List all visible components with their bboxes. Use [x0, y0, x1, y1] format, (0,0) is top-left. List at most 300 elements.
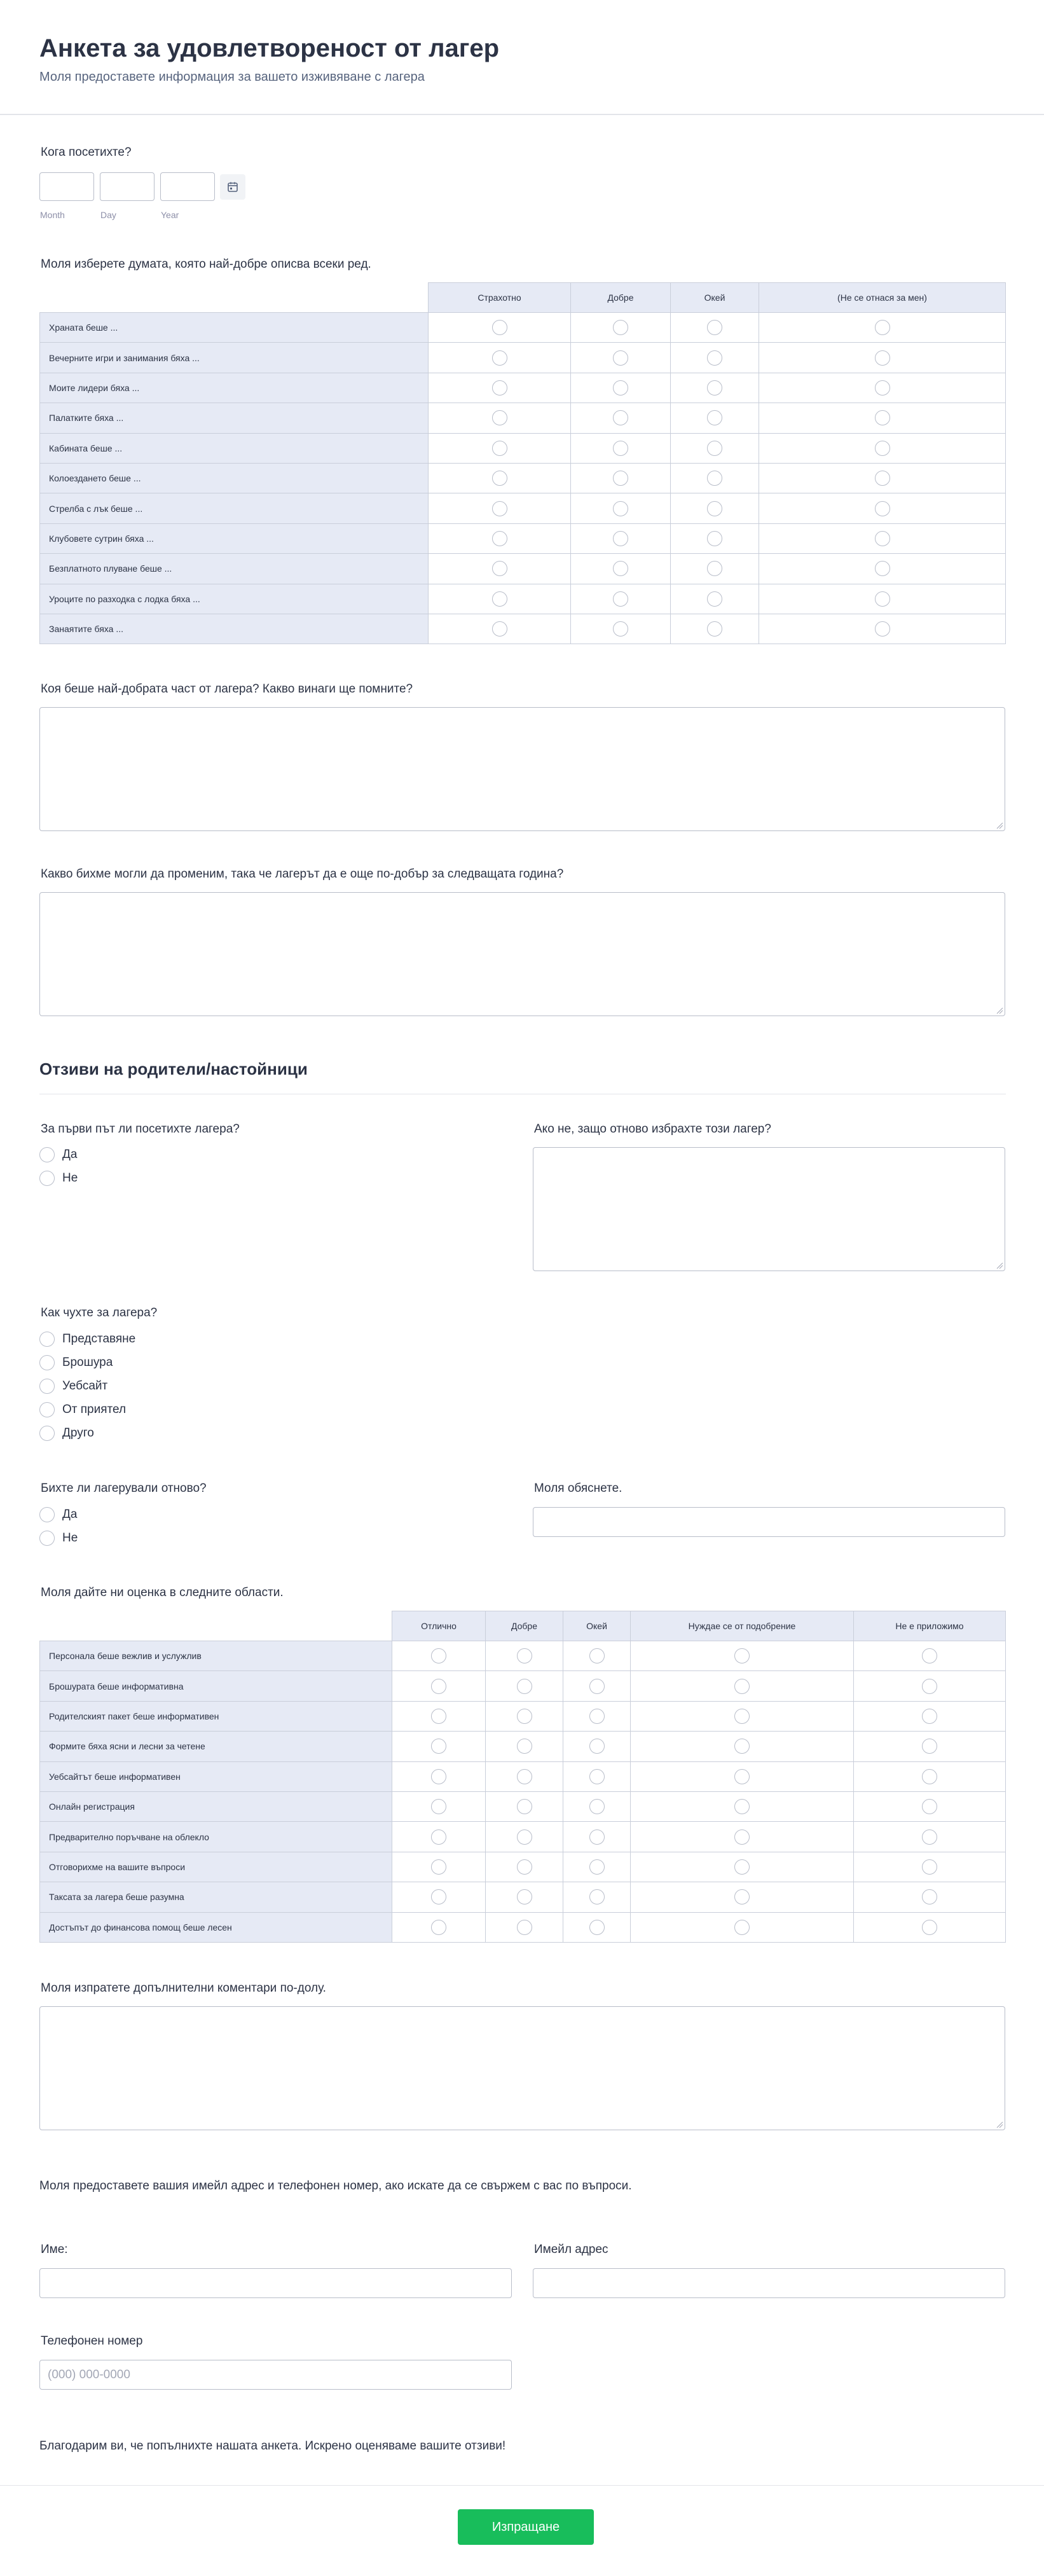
- matrix-cell[interactable]: [854, 1822, 1006, 1852]
- camp-again-option-yes[interactable]: [39, 1507, 77, 1522]
- parents-section-title: Отзиви на родители/настойници: [39, 1059, 308, 1078]
- matrix-cell[interactable]: [671, 523, 759, 553]
- matrix-cell[interactable]: [759, 554, 1006, 584]
- matrix-cell[interactable]: [854, 1732, 1006, 1761]
- matrix-cell[interactable]: [429, 343, 571, 373]
- radio-button[interactable]: [431, 1739, 446, 1754]
- matrix-column-header: Добре: [571, 283, 671, 313]
- matrix-cell[interactable]: [854, 1761, 1006, 1791]
- radio-button[interactable]: [613, 621, 628, 637]
- radio-button[interactable]: [875, 561, 890, 576]
- matrix-cell[interactable]: [392, 1701, 486, 1731]
- matrix-cell[interactable]: [392, 1761, 486, 1791]
- first-time-label: За първи път ли посетихте лагера?: [41, 1122, 240, 1136]
- matrix-row: [40, 373, 1006, 403]
- matrix-cell[interactable]: [759, 614, 1006, 644]
- radio-button[interactable]: [517, 1859, 532, 1875]
- matrix-cell[interactable]: [429, 463, 571, 493]
- radio-button[interactable]: [734, 1769, 750, 1784]
- matrix-cell[interactable]: [486, 1671, 563, 1701]
- matrix-cell[interactable]: [392, 1912, 486, 1942]
- radio-button[interactable]: [734, 1920, 750, 1935]
- radio-button[interactable]: [517, 1799, 532, 1814]
- matrix-cell[interactable]: [429, 554, 571, 584]
- heard-label: Как чухте за лагера?: [41, 1306, 158, 1319]
- matrix-cell[interactable]: [631, 1641, 854, 1671]
- matrix-cell[interactable]: [392, 1822, 486, 1852]
- option-label: Друго: [62, 1426, 94, 1440]
- radio-button[interactable]: [707, 471, 722, 486]
- radio-button[interactable]: [922, 1769, 937, 1784]
- matrix-row-label: Вечерните игри и занимания бяха ...: [40, 343, 429, 373]
- radio-button[interactable]: [922, 1859, 937, 1875]
- radio-button[interactable]: [517, 1889, 532, 1904]
- matrix-cell[interactable]: [671, 554, 759, 584]
- radio-button[interactable]: [613, 380, 628, 396]
- radio-button[interactable]: [875, 621, 890, 637]
- radio-button[interactable]: [589, 1679, 605, 1694]
- matrix-cell[interactable]: [854, 1882, 1006, 1912]
- matrix-row-label: Достъпът до финансова помощ беше лесен: [40, 1912, 392, 1942]
- radio-button[interactable]: [875, 471, 890, 486]
- matrix-cell[interactable]: [486, 1822, 563, 1852]
- radio-button[interactable]: [492, 350, 507, 366]
- matrix-row-label: Формите бяха ясни и лесни за четене: [40, 1732, 392, 1761]
- matrix-cell[interactable]: [571, 313, 671, 343]
- radio-button[interactable]: [707, 531, 722, 546]
- matrix-cell[interactable]: [854, 1791, 1006, 1821]
- radio-button[interactable]: [734, 1889, 750, 1904]
- matrix-row-label: Таксата за лагера беше разумна: [40, 1882, 392, 1912]
- matrix-cell[interactable]: [671, 403, 759, 433]
- radio-button[interactable]: [707, 380, 722, 396]
- matrix-cell[interactable]: [759, 433, 1006, 463]
- radio-button[interactable]: [39, 1426, 55, 1441]
- footer-divider: [0, 2485, 1044, 2486]
- matrix-row: [40, 1732, 1006, 1761]
- radio-button[interactable]: [613, 591, 628, 607]
- option-label: Не: [62, 1171, 78, 1185]
- matrix-cell[interactable]: [571, 403, 671, 433]
- radio-button[interactable]: [922, 1920, 937, 1935]
- visit-date-label: Кога посетихте?: [41, 146, 132, 159]
- explain-input[interactable]: [533, 1507, 1005, 1537]
- matrix-row-label: Храната беше ...: [40, 313, 429, 343]
- radio-button[interactable]: [613, 471, 628, 486]
- matrix-row: [40, 1882, 1006, 1912]
- matrix-cell[interactable]: [563, 1671, 631, 1701]
- first-time-option-no[interactable]: [39, 1171, 78, 1186]
- resize-grip-icon[interactable]: [996, 2121, 1003, 2128]
- matrix-column-header: (Не се отнася за мен): [759, 283, 1006, 313]
- radio-button[interactable]: [39, 1332, 55, 1347]
- matrix-cell[interactable]: [486, 1912, 563, 1942]
- radio-button[interactable]: [875, 591, 890, 607]
- matrix-cell[interactable]: [671, 493, 759, 523]
- matrix-cell[interactable]: [631, 1822, 854, 1852]
- matrix-cell[interactable]: [429, 403, 571, 433]
- matrix-cell[interactable]: [759, 313, 1006, 343]
- matrix-cell[interactable]: [571, 554, 671, 584]
- matrix-cell[interactable]: [759, 493, 1006, 523]
- matrix-column-header: Не е приложимо: [854, 1611, 1006, 1641]
- heard-option-website[interactable]: [39, 1379, 107, 1394]
- email-label: Имейл адрес: [534, 2243, 608, 2256]
- matrix-cell[interactable]: [486, 1732, 563, 1761]
- heard-option-presentation[interactable]: [39, 1332, 135, 1347]
- radio-button[interactable]: [707, 350, 722, 366]
- resize-grip-icon[interactable]: [996, 822, 1003, 829]
- explain-label: Моля обяснете.: [534, 1482, 622, 1495]
- matrix-cell[interactable]: [854, 1701, 1006, 1731]
- matrix-row-label: Моите лидери бяха ...: [40, 373, 429, 403]
- matrix-cell[interactable]: [563, 1732, 631, 1761]
- radio-button[interactable]: [589, 1769, 605, 1784]
- heard-option-other[interactable]: [39, 1426, 94, 1441]
- matrix-cell[interactable]: [631, 1912, 854, 1942]
- matrix-cell[interactable]: [571, 433, 671, 463]
- matrix-cell[interactable]: [759, 463, 1006, 493]
- option-label: Брошура: [62, 1356, 113, 1369]
- radio-button[interactable]: [707, 621, 722, 637]
- radio-button[interactable]: [492, 380, 507, 396]
- radio-button[interactable]: [613, 501, 628, 516]
- matrix-cell[interactable]: [671, 343, 759, 373]
- matrix-row-label: Отговорихме на вашите въпроси: [40, 1852, 392, 1882]
- first-time-option-yes[interactable]: [39, 1147, 77, 1162]
- matrix-cell[interactable]: [429, 373, 571, 403]
- option-label: Да: [62, 1508, 78, 1521]
- matrix-cell[interactable]: [392, 1791, 486, 1821]
- resize-grip-icon[interactable]: [996, 1007, 1003, 1014]
- radio-button[interactable]: [734, 1739, 750, 1754]
- year-input[interactable]: [160, 172, 215, 201]
- best-part-textarea[interactable]: [39, 707, 1005, 831]
- matrix-row-label: Родителският пакет беше информативен: [40, 1701, 392, 1731]
- month-input[interactable]: [39, 172, 94, 201]
- radio-button[interactable]: [492, 471, 507, 486]
- matrix-cell[interactable]: [631, 1761, 854, 1791]
- radio-button[interactable]: [734, 1829, 750, 1845]
- radio-button[interactable]: [707, 561, 722, 576]
- matrix-corner: [40, 283, 429, 313]
- radio-button[interactable]: [922, 1829, 937, 1845]
- matrix-row: [40, 584, 1006, 614]
- matrix-column-header: Окей: [671, 283, 759, 313]
- radio-button[interactable]: [589, 1709, 605, 1724]
- calendar-icon[interactable]: [220, 174, 245, 200]
- matrix-row: [40, 493, 1006, 523]
- option-label: Уебсайт: [62, 1379, 108, 1393]
- radio-button[interactable]: [613, 441, 628, 456]
- radio-button[interactable]: [589, 1829, 605, 1845]
- thanks-note: Благодарим ви, че попълнихте нашата анкета. Искрено оценяваме вашите отзиви!: [39, 2439, 506, 2453]
- matrix-cell[interactable]: [429, 584, 571, 614]
- radio-button[interactable]: [492, 531, 507, 546]
- radio-button[interactable]: [39, 1531, 55, 1546]
- matrix-cell[interactable]: [571, 523, 671, 553]
- matrix-cell[interactable]: [571, 493, 671, 523]
- radio-button[interactable]: [613, 350, 628, 366]
- matrix-cell[interactable]: [429, 614, 571, 644]
- radio-button[interactable]: [431, 1679, 446, 1694]
- radio-button[interactable]: [875, 501, 890, 516]
- day-sublabel: Day: [100, 210, 116, 220]
- improve-textarea[interactable]: [39, 892, 1005, 1016]
- radio-button[interactable]: [613, 531, 628, 546]
- matrix-row: [40, 614, 1006, 644]
- camp-again-label: Бихте ли лагерували отново?: [41, 1482, 207, 1495]
- radio-button[interactable]: [589, 1920, 605, 1935]
- radio-button[interactable]: [39, 1402, 55, 1417]
- form-title: Анкета за удовлетвореност от лагер: [39, 34, 500, 62]
- radio-button[interactable]: [922, 1799, 937, 1814]
- radio-button[interactable]: [589, 1648, 605, 1663]
- radio-button[interactable]: [39, 1379, 55, 1394]
- matrix-cell[interactable]: [759, 373, 1006, 403]
- radio-button[interactable]: [517, 1739, 532, 1754]
- radio-button[interactable]: [431, 1769, 446, 1784]
- radio-button[interactable]: [517, 1829, 532, 1845]
- radio-button[interactable]: [517, 1769, 532, 1784]
- matrix-cell[interactable]: [759, 584, 1006, 614]
- heard-option-friend[interactable]: [39, 1402, 126, 1417]
- radio-button[interactable]: [875, 320, 890, 335]
- submit-button[interactable]: Изпращане: [458, 2509, 594, 2545]
- matrix-cell[interactable]: [631, 1732, 854, 1761]
- option-label: Не: [62, 1531, 78, 1545]
- matrix-row: [40, 343, 1006, 373]
- radio-button[interactable]: [39, 1355, 55, 1370]
- radio-button[interactable]: [707, 441, 722, 456]
- radio-button[interactable]: [734, 1859, 750, 1875]
- radio-button[interactable]: [431, 1829, 446, 1845]
- radio-button[interactable]: [431, 1648, 446, 1663]
- matrix-cell[interactable]: [429, 313, 571, 343]
- name-label: Име:: [41, 2243, 68, 2256]
- matrix-cell[interactable]: [563, 1761, 631, 1791]
- matrix-column-header: Окей: [563, 1611, 631, 1641]
- radio-button[interactable]: [431, 1709, 446, 1724]
- matrix-cell[interactable]: [854, 1912, 1006, 1942]
- matrix-row: [40, 1852, 1006, 1882]
- matrix-cell[interactable]: [392, 1732, 486, 1761]
- matrix-row: [40, 1641, 1006, 1671]
- radio-button[interactable]: [517, 1679, 532, 1694]
- matrix-row: [40, 463, 1006, 493]
- matrix-cell[interactable]: [486, 1852, 563, 1882]
- matrix-row: [40, 313, 1006, 343]
- matrix-cell[interactable]: [392, 1641, 486, 1671]
- radio-button[interactable]: [492, 561, 507, 576]
- matrix-row: [40, 433, 1006, 463]
- matrix-cell[interactable]: [563, 1882, 631, 1912]
- matrix-cell[interactable]: [631, 1791, 854, 1821]
- matrix-cell[interactable]: [392, 1852, 486, 1882]
- matrix-row-label: Клубовете сутрин бяха ...: [40, 523, 429, 553]
- matrix-cell[interactable]: [486, 1761, 563, 1791]
- radio-button[interactable]: [875, 410, 890, 425]
- matrix-cell[interactable]: [486, 1641, 563, 1671]
- radio-button[interactable]: [492, 441, 507, 456]
- matrix-cell[interactable]: [759, 343, 1006, 373]
- matrix2-table: [39, 1611, 1006, 1943]
- radio-button[interactable]: [922, 1889, 937, 1904]
- radio-button[interactable]: [613, 561, 628, 576]
- radio-button[interactable]: [431, 1920, 446, 1935]
- matrix-column-header: Нуждае се от подобрение: [631, 1611, 854, 1641]
- matrix-cell[interactable]: [429, 493, 571, 523]
- matrix-cell[interactable]: [631, 1852, 854, 1882]
- improve-label: Какво бихме могли да променим, така че лагерът да е още по-добър за следващата година?: [41, 867, 564, 881]
- matrix-cell[interactable]: [571, 343, 671, 373]
- matrix-cell[interactable]: [429, 433, 571, 463]
- radio-button[interactable]: [39, 1507, 55, 1522]
- matrix-cell[interactable]: [671, 463, 759, 493]
- matrix-row: [40, 1822, 1006, 1852]
- option-label: От приятел: [62, 1403, 127, 1416]
- matrix-row-label: Уебсайтът беше информативен: [40, 1761, 392, 1791]
- month-sublabel: Month: [40, 210, 65, 220]
- best-part-label: Коя беше най-добрата част от лагера? Какво винаги ще помните?: [41, 682, 413, 696]
- radio-button[interactable]: [875, 350, 890, 366]
- radio-button[interactable]: [922, 1739, 937, 1754]
- matrix-cell[interactable]: [631, 1671, 854, 1701]
- radio-button[interactable]: [734, 1799, 750, 1814]
- radio-button[interactable]: [589, 1739, 605, 1754]
- matrix-cell[interactable]: [571, 373, 671, 403]
- radio-button[interactable]: [922, 1679, 937, 1694]
- matrix-cell[interactable]: [854, 1852, 1006, 1882]
- matrix1-table: [39, 282, 1006, 644]
- radio-button[interactable]: [589, 1889, 605, 1904]
- matrix-column-header: Страхотно: [429, 283, 571, 313]
- radio-button[interactable]: [707, 591, 722, 607]
- phone-input[interactable]: [39, 2360, 512, 2390]
- matrix-cell[interactable]: [486, 1701, 563, 1731]
- matrix-cell[interactable]: [671, 373, 759, 403]
- form-subtitle: Моля предоставете информация за вашето изживяване с лагера: [39, 70, 425, 84]
- comments-textarea[interactable]: [39, 2006, 1005, 2130]
- radio-button[interactable]: [492, 621, 507, 637]
- matrix-cell[interactable]: [759, 403, 1006, 433]
- matrix-cell[interactable]: [563, 1641, 631, 1671]
- matrix2-label: Моля дайте ни оценка в следните области.: [41, 1586, 284, 1599]
- matrix-cell[interactable]: [392, 1671, 486, 1701]
- matrix-cell[interactable]: [854, 1671, 1006, 1701]
- radio-button[interactable]: [492, 410, 507, 425]
- radio-button[interactable]: [734, 1648, 750, 1663]
- matrix-row: [40, 403, 1006, 433]
- matrix-cell[interactable]: [571, 463, 671, 493]
- radio-button[interactable]: [613, 320, 628, 335]
- radio-button[interactable]: [492, 320, 507, 335]
- radio-button[interactable]: [875, 441, 890, 456]
- email-input[interactable]: [533, 2268, 1005, 2298]
- radio-button[interactable]: [922, 1709, 937, 1724]
- option-label: Да: [62, 1148, 78, 1161]
- radio-button[interactable]: [613, 410, 628, 425]
- phone-label: Телефонен номер: [41, 2334, 143, 2348]
- matrix-row: [40, 1761, 1006, 1791]
- why-again-label: Ако не, защо отново избрахте този лагер?: [534, 1122, 771, 1136]
- radio-button[interactable]: [517, 1709, 532, 1724]
- contact-note: Моля предоставете вашия имейл адрес и телефонен номер, ако искате да се свържем с вас по въпроси.: [39, 2179, 632, 2193]
- matrix-cell[interactable]: [671, 313, 759, 343]
- heard-option-brochure[interactable]: [39, 1355, 113, 1370]
- matrix-cell[interactable]: [571, 614, 671, 644]
- matrix-cell[interactable]: [631, 1882, 854, 1912]
- radio-button[interactable]: [589, 1859, 605, 1875]
- matrix-cell[interactable]: [486, 1791, 563, 1821]
- matrix-row: [40, 554, 1006, 584]
- radio-button[interactable]: [39, 1147, 55, 1162]
- matrix-row-label: Безплатното плуване беше ...: [40, 554, 429, 584]
- matrix-row-label: Стрелба с лък беше ...: [40, 493, 429, 523]
- matrix-cell[interactable]: [671, 614, 759, 644]
- matrix-cell[interactable]: [563, 1822, 631, 1852]
- radio-button[interactable]: [517, 1920, 532, 1935]
- matrix-cell[interactable]: [571, 584, 671, 614]
- matrix-cell[interactable]: [563, 1912, 631, 1942]
- radio-button[interactable]: [734, 1709, 750, 1724]
- matrix-cell[interactable]: [392, 1882, 486, 1912]
- matrix-cell[interactable]: [759, 523, 1006, 553]
- radio-button[interactable]: [517, 1648, 532, 1663]
- matrix-cell[interactable]: [631, 1701, 854, 1731]
- name-input[interactable]: [39, 2268, 512, 2298]
- radio-button[interactable]: [589, 1799, 605, 1814]
- radio-button[interactable]: [707, 410, 722, 425]
- radio-button[interactable]: [431, 1889, 446, 1904]
- matrix-cell[interactable]: [429, 523, 571, 553]
- radio-button[interactable]: [707, 501, 722, 516]
- matrix-corner: [40, 1611, 392, 1641]
- radio-button[interactable]: [431, 1859, 446, 1875]
- matrix-cell[interactable]: [854, 1641, 1006, 1671]
- matrix-column-header: Добре: [486, 1611, 563, 1641]
- matrix-row: [40, 1912, 1006, 1942]
- day-input[interactable]: [100, 172, 155, 201]
- radio-button[interactable]: [734, 1679, 750, 1694]
- radio-button[interactable]: [492, 501, 507, 516]
- matrix-cell[interactable]: [486, 1882, 563, 1912]
- matrix-row-label: Колоездането беше ...: [40, 463, 429, 493]
- matrix-cell[interactable]: [671, 584, 759, 614]
- why-again-textarea[interactable]: [533, 1147, 1005, 1271]
- matrix-row: [40, 1701, 1006, 1731]
- year-sublabel: Year: [161, 210, 179, 220]
- matrix-row-label: Кабината беше ...: [40, 433, 429, 463]
- option-label: Представяне: [62, 1332, 136, 1346]
- radio-button[interactable]: [875, 531, 890, 546]
- matrix-cell[interactable]: [563, 1701, 631, 1731]
- matrix-cell[interactable]: [671, 433, 759, 463]
- matrix-row: [40, 1671, 1006, 1701]
- radio-button[interactable]: [922, 1648, 937, 1663]
- radio-button[interactable]: [875, 380, 890, 396]
- radio-button[interactable]: [431, 1799, 446, 1814]
- camp-again-option-no[interactable]: [39, 1531, 78, 1546]
- radio-button[interactable]: [39, 1171, 55, 1186]
- radio-button[interactable]: [492, 591, 507, 607]
- radio-button[interactable]: [707, 320, 722, 335]
- resize-grip-icon[interactable]: [996, 1262, 1003, 1269]
- matrix-column-header: Отлично: [392, 1611, 486, 1641]
- matrix-row-label: Палатките бяха ...: [40, 403, 429, 433]
- matrix-cell[interactable]: [563, 1791, 631, 1821]
- matrix-cell[interactable]: [563, 1852, 631, 1882]
